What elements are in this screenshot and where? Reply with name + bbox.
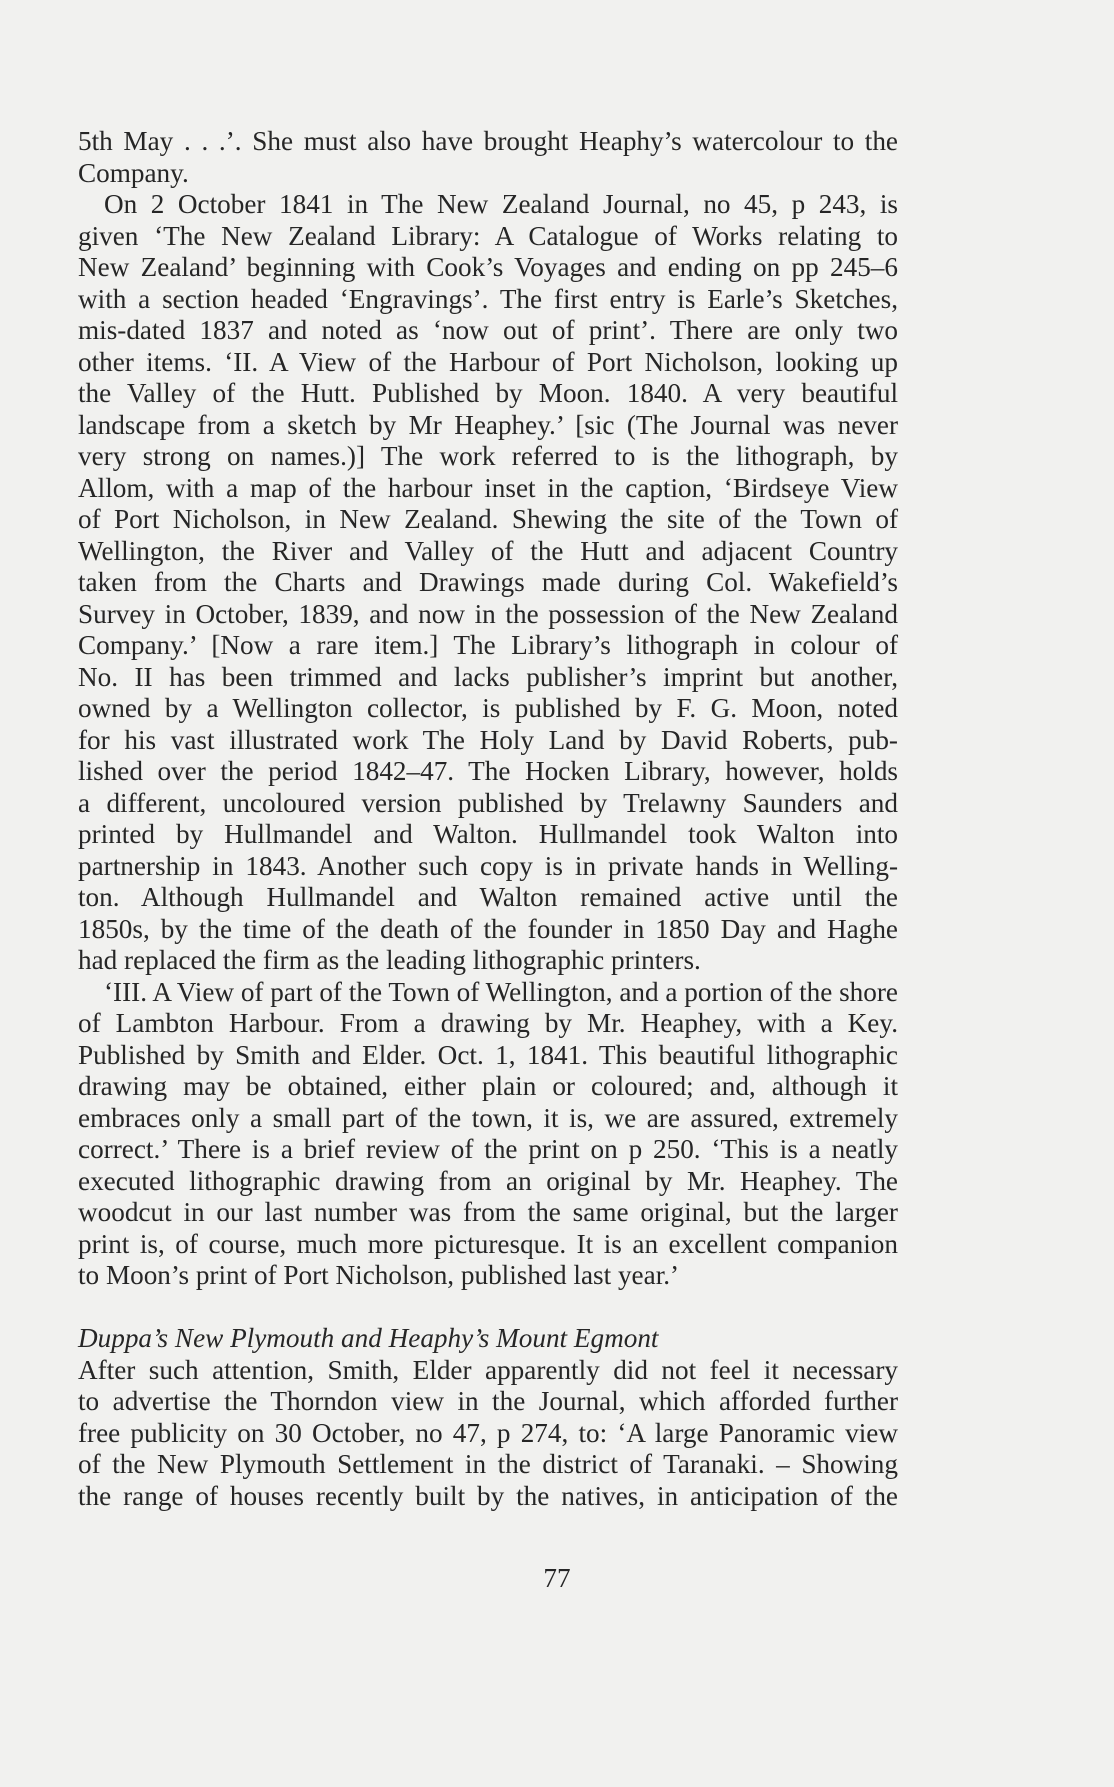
paragraph-1	[78, 126, 898, 189]
text-line: other items. ‘II. A View of the Harbour of Port Nicholson, looking up	[78, 346, 898, 377]
text-line: print is, of course, much more picturesque. It is an excellent companion	[78, 1228, 898, 1259]
text-line: a different, uncoloured version published by Trelawny Saunders and	[78, 787, 898, 818]
text-line: Survey in October, 1839, and now in the possession of the New Zealand	[78, 598, 898, 629]
text-line: 5th May . . .’. She must also have brought Heaphy’s watercolour to the	[78, 126, 898, 156]
text-line: owned by a Wellington collector, is published by F. G. Moon, noted	[78, 693, 898, 723]
text-line: very strong on names.)] The work referred to is the lithograph, by	[78, 441, 898, 471]
text-line: 1850s, by the time of the death of the founder in 1850 Day and Haghe	[78, 913, 898, 944]
paragraph-2	[78, 189, 898, 977]
text-line: ‘III. A View of part of the Town of Wellington, and a portion of the shore	[104, 976, 898, 1007]
paragraph-3	[78, 977, 898, 1292]
text-line: of Lambton Harbour. From a drawing by Mr. Heaphey, with a Key.	[78, 1008, 898, 1038]
text-line: mis-dated 1837 and noted as ‘now out of print’. There are only two	[78, 315, 898, 345]
text-line: drawing may be obtained, either plain or coloured; and, although it	[78, 1071, 898, 1101]
text-line: taken from the Charts and Drawings made during Col. Wakefield’s	[78, 567, 898, 597]
text-line: On 2 October 1841 in The New Zealand Journal, no 45, p 243, is	[104, 189, 898, 219]
text-line: lished over the period 1842–47. The Hocken Library, however, holds	[78, 756, 898, 786]
paragraph-4	[78, 1355, 898, 1513]
text-line: No. II has been trimmed and lacks publisher’s imprint but another,	[78, 661, 898, 692]
text-line: printed by Hullmandel and Walton. Hullmandel took Walton into	[78, 819, 898, 849]
page-number: 77	[543, 1563, 571, 1593]
text-line: Allom, with a map of the harbour inset in the caption, ‘Birdseye View	[78, 472, 898, 503]
text-line: given ‘The New Zealand Library: A Catalogue of Works relating to	[78, 220, 898, 251]
text-line: of Port Nicholson, in New Zealand. Shewing the site of the Town of	[78, 504, 898, 534]
section-heading: Duppa’s New Plymouth and Heaphy’s Mount Egmont	[78, 1323, 659, 1353]
text-line: landscape from a sketch by Mr Heaphey.’ [sic (The Journal was never	[78, 409, 898, 440]
text-line: the range of houses recently built by the natives, in anticipation of the	[78, 1480, 898, 1511]
text-line: executed lithographic drawing from an original by Mr. Heaphey. The	[78, 1165, 898, 1196]
text-line: the Valley of the Hutt. Published by Moon. 1840. A very beautiful	[78, 378, 898, 408]
text-line: correct.’ There is a brief review of the print on p 250. ‘This is a neatly	[78, 1134, 898, 1164]
text-line: with a section headed ‘Engravings’. The first entry is Earle’s Sketches,	[78, 283, 898, 314]
text-line: free publicity on 30 October, no 47, p 274, to: ‘A large Panoramic view	[78, 1417, 898, 1448]
text-line: embraces only a small part of the town, it is, we are assured, extremely	[78, 1102, 898, 1133]
section-gap	[78, 1292, 898, 1324]
text-line: ton. Although Hullmandel and Walton remained active until the	[78, 882, 898, 912]
text-line: New Zealand’ beginning with Cook’s Voyages and ending on pp 245–6	[78, 252, 898, 282]
text-line: Published by Smith and Elder. Oct. 1, 1841. This beautiful lithographic	[78, 1039, 898, 1070]
text-line: to advertise the Thorndon view in the Journal, which afforded further	[78, 1386, 898, 1416]
text-line: for his vast illustrated work The Holy Land by David Roberts, pub-	[78, 724, 898, 755]
text-line: to Moon’s print of Port Nicholson, published last year.’	[78, 1260, 680, 1290]
text-line: Company.’ [Now a rare item.] The Library’s lithograph in colour of	[78, 630, 898, 660]
text-line: of the New Plymouth Settlement in the district of Taranaki. – Showing	[78, 1449, 898, 1479]
text-line: woodcut in our last number was from the same original, but the larger	[78, 1197, 898, 1227]
text-line: Wellington, the River and Valley of the Hutt and adjacent Country	[78, 535, 898, 566]
page-body	[78, 126, 898, 1512]
text-line: had replaced the firm as the leading lithographic printers.	[78, 945, 701, 975]
text-line: Company.	[78, 157, 189, 188]
text-line: partnership in 1843. Another such copy is in private hands in Welling-	[78, 850, 898, 881]
text-line: After such attention, Smith, Elder apparently did not feel it necessary	[78, 1354, 898, 1385]
